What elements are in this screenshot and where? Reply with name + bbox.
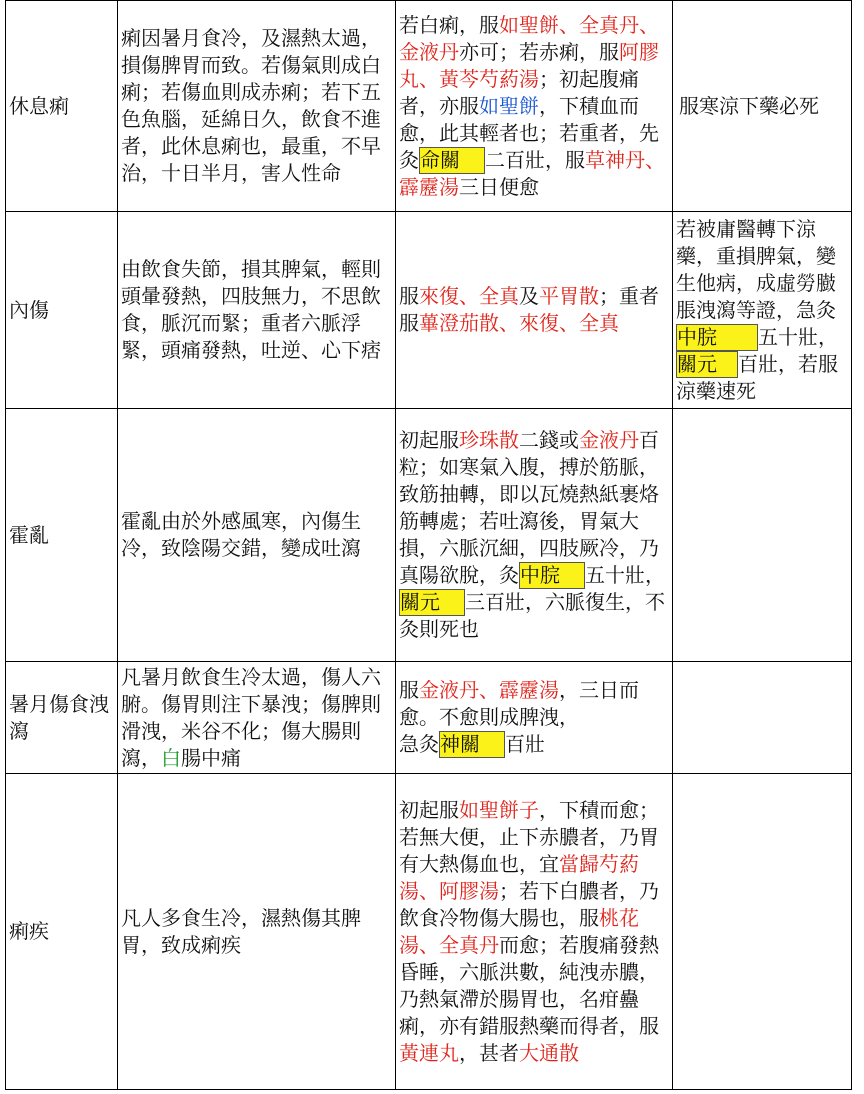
treatment-cell bbox=[396, 662, 673, 774]
remedy-name: 霹靂湯 bbox=[399, 174, 459, 199]
table-row bbox=[6, 774, 852, 1090]
remedy-name: 全真 bbox=[479, 284, 519, 308]
acupoint-highlight: 關元 bbox=[676, 351, 738, 378]
text-run: 二錢或 bbox=[519, 428, 579, 452]
warning-cell bbox=[673, 409, 852, 662]
text-run: 、 bbox=[499, 311, 519, 335]
text-run: 、 bbox=[559, 311, 579, 335]
text-run: 灸 bbox=[499, 563, 519, 587]
remedy-name: 霹靂湯 bbox=[499, 678, 559, 702]
table-row bbox=[6, 409, 852, 662]
text-run: 服 bbox=[399, 678, 419, 702]
remedy-name: 全真丹 bbox=[439, 932, 499, 957]
text-run: 百粒；如寒氣入腹，搏於筋脈，致筋抽轉，即以瓦燒熱紙裹烙筋轉處；若吐瀉後，胃氣大損，六脈沉細，四肢厥冷，乃真陽欲脫， bbox=[399, 428, 659, 587]
text-run: 初起服 bbox=[399, 797, 459, 822]
warning-text: 服寒涼下藥必死 bbox=[679, 93, 819, 118]
condition-cause: 由飲食失節，損其脾氣，輕則頭暈發熱，四肢無力，不思飲食，脈沉而緊；重者六脈浮緊，頭痛發熱，吐逆、心下痞 bbox=[118, 212, 396, 409]
text-run: ；若下白膿者，乃飲食冷物傷大腸也，服 bbox=[399, 878, 659, 930]
text-run: 、 bbox=[645, 147, 665, 172]
remedy-name: 來復 bbox=[519, 311, 559, 335]
remedy-name: 全真丹 bbox=[579, 12, 639, 37]
warning-cell bbox=[673, 662, 852, 774]
treatment-cell bbox=[396, 212, 673, 409]
remedy-name: 蓽澄茄散 bbox=[419, 311, 499, 335]
remedy-name: 阿膠湯 bbox=[439, 878, 499, 903]
condition-name: 休息痢 bbox=[6, 1, 118, 212]
text-run: ，下積血而愈，此其輕者也；若重者，先灸 bbox=[399, 93, 659, 172]
treatment-cell bbox=[396, 409, 673, 662]
remedy-name: 黃連丸 bbox=[399, 1040, 459, 1065]
text-run: 凡暑月飲食生冷太過，傷人六腑。傷胃則注下暴洩；傷脾則滑洩，米谷不化；傷大腸則瀉， bbox=[121, 664, 381, 770]
text-run: 、 bbox=[479, 678, 499, 702]
treatment-cell bbox=[396, 1, 673, 212]
remedy-name: 草神丹 bbox=[585, 147, 645, 172]
condition-name: 內傷 bbox=[6, 212, 118, 409]
remedy-name: 平胃散 bbox=[539, 284, 599, 308]
text-run: ，甚者 bbox=[459, 1040, 519, 1065]
remedy-name: 大通散 bbox=[519, 1040, 579, 1065]
text-run: 初起服 bbox=[399, 428, 459, 452]
text-run: 亦可；若赤痢，服 bbox=[459, 39, 619, 64]
acupoint-highlight: 中脘 bbox=[519, 562, 585, 589]
condition-cause: 霍亂由於外感風寒，內傷生冷，致陰陽交錯，變成吐瀉 bbox=[118, 409, 396, 662]
condition-cause: 凡人多食生冷，濕熱傷其脾胃，致成痢疾 bbox=[118, 774, 396, 1090]
text-run: ；初起腹痛者，亦服 bbox=[399, 66, 639, 118]
highlighted-char: 白 bbox=[161, 745, 181, 770]
warning-text: 五十壯， bbox=[758, 324, 838, 349]
text-run: ；重者服 bbox=[399, 284, 659, 335]
condition-name: 暑月傷食洩瀉 bbox=[6, 662, 118, 774]
text-run: 五十壯， bbox=[585, 563, 665, 587]
text-run: 而愈；若腹痛發熱昏睡，六脈洪數，純洩赤膿，乃熱氣滯於腸胃也，名疳蠱痢，亦有錯服熱藥而得者，服 bbox=[399, 932, 659, 1038]
text-run: 、 bbox=[639, 12, 659, 37]
text-run: 急灸 bbox=[399, 732, 439, 756]
condition-cause: 痢因暑月食冷，及濕熱太過，損傷脾胃而致。若傷氣則成白痢；若傷血則成赤痢；若下五色魚腦，延綿日久，飲食不進者，此休息痢也，最重，不早治，十日半月，害人性命 bbox=[118, 1, 396, 212]
warning-cell bbox=[673, 212, 852, 409]
remedy-name: 當歸芍葯湯 bbox=[399, 851, 639, 903]
text-run: 、 bbox=[459, 284, 479, 308]
text-run: 、 bbox=[559, 12, 579, 37]
warning-cell bbox=[673, 774, 852, 1090]
remedy-name: 來復 bbox=[419, 284, 459, 308]
condition-name: 痢疾 bbox=[6, 774, 118, 1090]
remedy-name: 金液丹 bbox=[579, 428, 639, 452]
table-row bbox=[6, 662, 852, 774]
text-run: 百壯 bbox=[505, 732, 545, 756]
warning-text: 百壯，若服涼藥速死 bbox=[676, 351, 838, 403]
remedy-name: 金液丹 bbox=[419, 678, 479, 702]
acupoint-highlight: 神關 bbox=[439, 731, 505, 758]
remedy-name: 桃花湯 bbox=[399, 905, 639, 957]
condition-cause bbox=[118, 662, 396, 774]
warning-cell bbox=[673, 1, 852, 212]
text-run: 、 bbox=[419, 878, 439, 903]
remedy-name: 如聖餅 bbox=[499, 12, 559, 37]
table-row bbox=[6, 212, 852, 409]
remedy-name: 全真 bbox=[579, 311, 619, 335]
text-run: 三日便愈 bbox=[459, 174, 539, 199]
text-run: ，下積而愈；若無大便，止下赤膿者，乃胃有大熱傷血也，宜 bbox=[399, 797, 659, 876]
text-run: 二百壯，服 bbox=[485, 147, 585, 172]
text-run: 腸中痛 bbox=[181, 745, 241, 770]
text-run: 服 bbox=[399, 284, 419, 308]
condition-name: 霍亂 bbox=[6, 409, 118, 662]
text-run: 三百壯，六脈復生，不灸則死也 bbox=[399, 590, 665, 641]
remedy-name: 黃芩芍葯湯 bbox=[439, 66, 539, 91]
remedy-name: 阿膠丸 bbox=[399, 39, 659, 91]
remedy-name: 金液丹 bbox=[399, 39, 459, 64]
text-run: 、 bbox=[419, 66, 439, 91]
text-run: 及 bbox=[519, 284, 539, 308]
acupoint-highlight: 命關 bbox=[419, 147, 485, 174]
text-run: 、 bbox=[419, 932, 439, 957]
table-row bbox=[6, 1, 852, 212]
text-run: ，三日而愈。不愈則成脾洩， bbox=[399, 678, 639, 729]
remedy-name: 珍珠散 bbox=[459, 428, 519, 452]
text-run: 若白痢，服 bbox=[399, 12, 499, 37]
treatment-cell bbox=[396, 774, 673, 1090]
warning-text: 若被庸醫轉下涼藥，重損脾氣，變生他病，成虛勞臌脹洩瀉等證，急灸 bbox=[676, 216, 836, 322]
acupoint-highlight: 關元 bbox=[399, 589, 465, 616]
remedy-name: 如聖餅子 bbox=[459, 797, 539, 822]
remedy-table bbox=[5, 0, 852, 1090]
acupoint-highlight: 中脘 bbox=[676, 324, 758, 351]
remedy-name: 如聖餅 bbox=[479, 93, 539, 118]
